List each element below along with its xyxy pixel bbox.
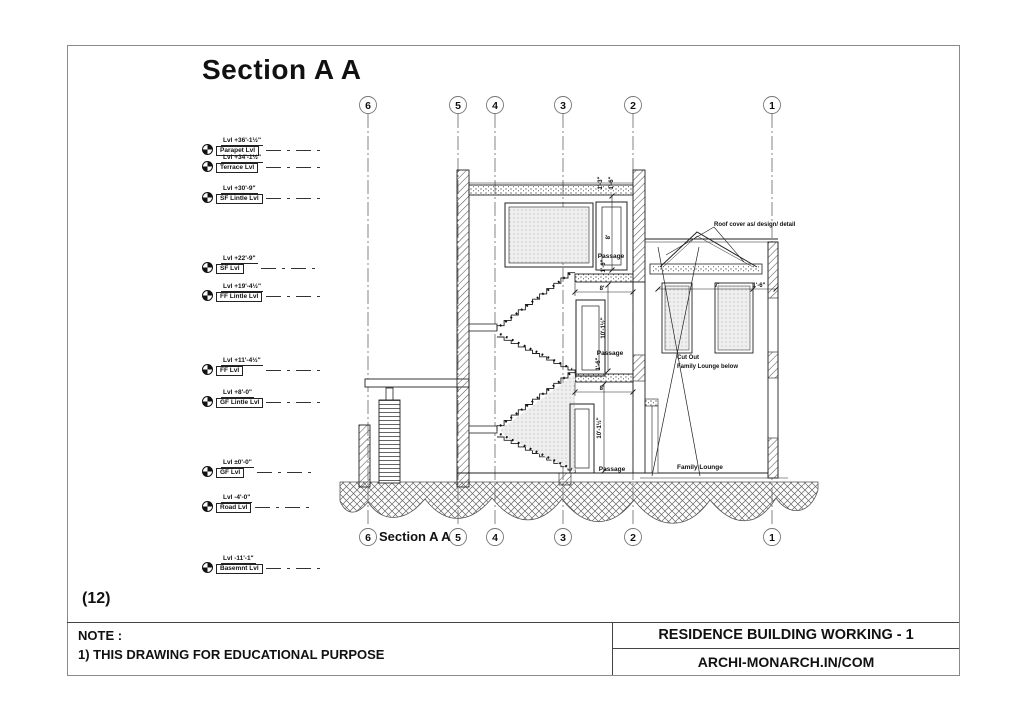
grid-bubble-4-bottom: 4 — [492, 532, 498, 544]
level-marker-sf-lintle — [202, 185, 324, 204]
passage-label-sf: Passage — [597, 253, 625, 260]
level-value: Lvl +8'-0" — [223, 389, 253, 396]
section-label-bottom: Section A A — [379, 529, 451, 544]
level-value: Lvl +34'-1½" — [223, 154, 262, 161]
dim-passage-width-sf: 8' — [599, 286, 605, 292]
level-marker-gf-lintle — [202, 389, 324, 408]
level-line — [255, 507, 313, 508]
level-target-icon — [202, 396, 213, 407]
level-target-icon — [202, 364, 213, 375]
level-label: SF Lintle Lvl — [216, 194, 263, 204]
level-target-icon — [202, 501, 213, 512]
grid-bubble-5-top: 5 — [455, 100, 461, 112]
grid-bubble-5-bottom: 5 — [455, 532, 461, 544]
dim-floor-height-ff: 10'-1½" — [601, 317, 607, 339]
level-marker-sf — [202, 255, 319, 274]
level-line — [257, 472, 315, 473]
level-value: Lvl +36'-1½" — [223, 137, 262, 144]
level-marker-basement — [202, 555, 324, 574]
level-value: Lvl ±0'-0" — [223, 459, 252, 466]
level-value: Lvl +11'-4½" — [223, 357, 261, 364]
family-lounge-label: Family Lounge — [677, 464, 723, 471]
level-label: GF Lvl — [216, 468, 244, 478]
page-title: Section A A — [202, 54, 362, 85]
level-marker-ff — [202, 357, 324, 376]
family-lounge-wing — [645, 227, 778, 478]
level-target-icon — [202, 144, 213, 155]
level-target-icon — [202, 262, 213, 273]
note-heading: NOTE : — [78, 628, 123, 643]
roof-note: Roof cover as/ design/ detail — [714, 222, 796, 228]
level-line — [266, 370, 324, 371]
level-line — [266, 568, 324, 569]
grid-bubble-4-top: 4 — [492, 100, 498, 112]
level-line — [266, 167, 324, 168]
grid-bubble-3-top: 3 — [560, 100, 566, 112]
cut-out-label-line2: Family Lounge below — [677, 364, 739, 370]
level-line — [266, 198, 324, 199]
grid-bubble-3-bottom: 3 — [560, 532, 566, 544]
cut-out-label-line1: Cut Out — [677, 355, 699, 361]
level-value: Lvl -4'-0" — [223, 494, 251, 501]
level-value: Lvl -11'-1" — [223, 555, 254, 562]
passage-label-gf: Passage — [598, 466, 626, 473]
level-value: Lvl +19'-4½" — [223, 283, 262, 290]
ground-hatch — [340, 482, 818, 523]
project-title: RESIDENCE BUILDING WORKING - 1 — [658, 627, 914, 643]
dim-passage-width-ff: 8' — [599, 386, 605, 392]
level-marker-parapet — [202, 137, 324, 156]
level-value: Lvl +22'-9" — [223, 255, 256, 262]
level-label: GF Lintle Lvl — [216, 398, 263, 408]
level-label: SF Lvl — [216, 264, 244, 274]
left-compound — [359, 379, 469, 487]
grid-bubble-6-bottom: 6 — [365, 532, 371, 544]
level-label: Terrace Lvl — [216, 163, 258, 173]
grid-bubble-6-top: 6 — [365, 100, 371, 112]
level-marker-road — [202, 494, 313, 513]
level-label: Basemnt Lvl — [216, 564, 263, 574]
grid-bubble-1-bottom: 1 — [769, 532, 775, 544]
level-target-icon — [202, 161, 213, 172]
level-target-icon — [202, 192, 213, 203]
level-line — [266, 296, 324, 297]
level-line — [261, 268, 319, 269]
level-label: Parapet Lvl — [216, 146, 259, 156]
note-line-1: 1) THIS DRAWING FOR EDUCATIONAL PURPOSE — [78, 647, 385, 662]
level-value: Lvl +30'-9" — [223, 185, 256, 192]
sheet-number: (12) — [82, 590, 111, 607]
level-marker-gf — [202, 459, 315, 478]
level-target-icon — [202, 466, 213, 477]
level-label: FF Lintle Lvl — [216, 292, 262, 302]
level-line — [266, 402, 324, 403]
level-target-icon — [202, 562, 213, 573]
level-line — [266, 150, 324, 151]
dim-parapet-b: 1'-6" — [609, 176, 615, 190]
level-label: Road Lvl — [216, 503, 251, 513]
dim-sill-ff: 1'-6" — [596, 357, 602, 371]
dim-floor-height-gf: 10'-1½" — [597, 417, 603, 439]
grid-bubble-2-bottom: 2 — [630, 532, 636, 544]
level-label: FF Lvl — [216, 366, 243, 376]
dim-door-height-sf: 8' — [606, 234, 612, 240]
level-marker-terrace — [202, 154, 324, 173]
drawing-annotations — [596, 176, 796, 473]
dim-lounge-window-gap: 1'-6" — [752, 283, 766, 289]
passage-label-ff: Passage — [596, 350, 624, 357]
website-label: ARCHI-MONARCH.IN/COM — [697, 654, 875, 670]
grid-bubble-2-top: 2 — [630, 100, 636, 112]
level-marker-ff-lintle — [202, 283, 324, 302]
level-target-icon — [202, 290, 213, 301]
dim-sill-sf: 1'-6" — [601, 259, 607, 273]
dim-parapet-a: 1'-3" — [598, 176, 604, 190]
dim-lounge-window-width: 7' — [714, 283, 720, 289]
grid-bubble-1-top: 1 — [769, 100, 775, 112]
